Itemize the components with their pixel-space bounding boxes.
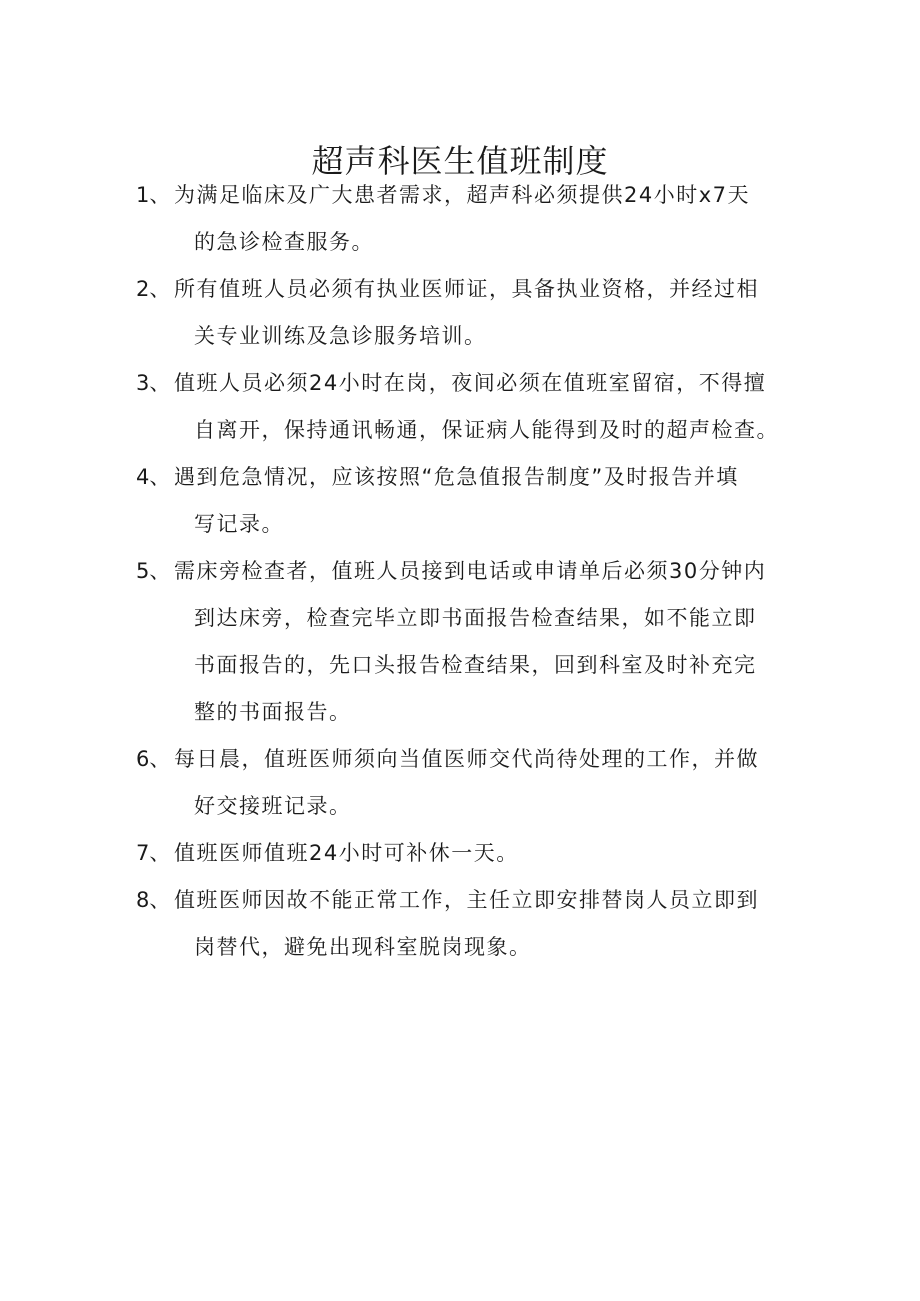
rule-text: [174, 548, 816, 736]
rule-text: [174, 830, 816, 877]
rule-text-line: 好交接班记录。: [194, 794, 352, 818]
rule-text-line: 遇到危急情况，应该按照“危急值报告制度”及时报告并填: [174, 465, 739, 489]
rule-text: [174, 360, 816, 454]
rule-text-line: 到达床旁，检查完毕立即书面报告检查结果，如不能立即: [194, 606, 757, 630]
rule-item: [136, 830, 816, 877]
rule-item: [136, 266, 816, 360]
rule-number: 1、: [136, 183, 171, 207]
rule-item: [136, 172, 816, 266]
rule-text-line: 所有值班人员必须有执业医师证，具备执业资格，并经过相: [174, 277, 759, 301]
rule-text-line: 为满足临床及广大患者需求，超声科必须提供24小时x7天: [174, 183, 751, 207]
rule-item: [136, 736, 816, 830]
rule-text-line: 每日晨，值班医师须向当值医师交代尚待处理的工作，并做: [174, 747, 759, 771]
rule-text-line: 需床旁检查者，值班人员接到电话或申请单后必须30分钟内: [174, 559, 767, 583]
rule-text-line: 值班人员必须24小时在岗，夜间必须在值班室留宿，不得擅: [174, 371, 767, 395]
rule-item: [136, 548, 816, 736]
rule-item: [136, 360, 816, 454]
rule-number: 2、: [136, 277, 171, 301]
rule-text-line: 值班医师值班24小时可补休一天。: [174, 841, 519, 865]
rule-number: 5、: [136, 559, 171, 583]
rule-text: [174, 172, 816, 266]
rule-text-line: 关专业训练及急诊服务培训。: [194, 324, 487, 348]
rule-text: [174, 454, 816, 548]
rule-text-line: 的急诊检查服务。: [194, 230, 374, 254]
rule-text-line: 值班医师因故不能正常工作，主任立即安排替岗人员立即到: [174, 888, 759, 912]
rule-text-line: 整的书面报告。: [194, 700, 352, 724]
rule-text-line: 岗替代，避免出现科室脱岗现象。: [194, 935, 532, 959]
rule-text-line: 写记录。: [194, 512, 284, 536]
rule-number: 6、: [136, 747, 171, 771]
rule-item: [136, 454, 816, 548]
rule-text-line: 书面报告的，先口头报告检查结果，回到科室及时补充完: [194, 653, 757, 677]
rule-text: [174, 266, 816, 360]
rule-number: 8、: [136, 888, 171, 912]
rule-list: [136, 172, 816, 971]
rule-text: [174, 877, 816, 971]
rule-number: 4、: [136, 465, 171, 489]
rule-text-line: 自离开，保持通讯畅通，保证病人能得到及时的超声检查。: [194, 418, 779, 442]
rule-item: [136, 877, 816, 971]
document-title: 超声科医生值班制度: [311, 142, 609, 181]
rule-number: 7、: [136, 841, 171, 865]
rule-text: [174, 736, 816, 830]
rule-number: 3、: [136, 371, 171, 395]
